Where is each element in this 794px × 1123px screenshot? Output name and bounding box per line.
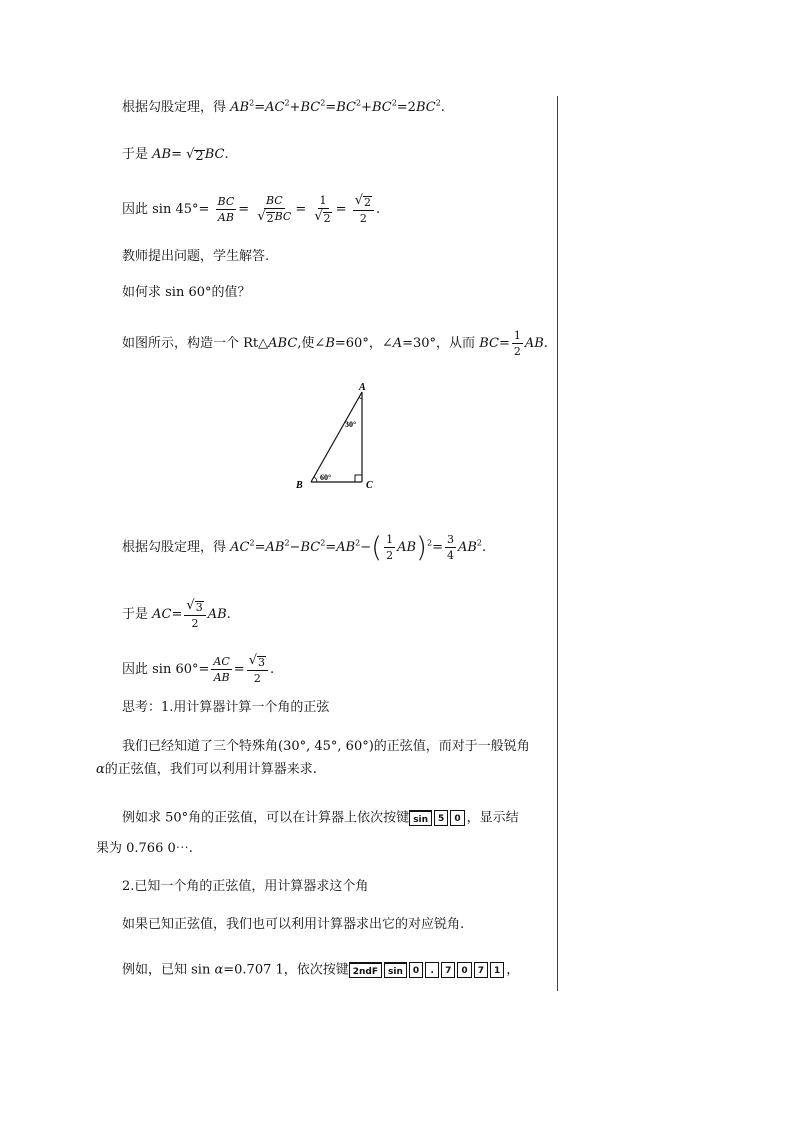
text: = — [171, 607, 183, 622]
text: AB — [152, 147, 172, 162]
text: . — [376, 202, 381, 217]
ac-equals-line — [122, 599, 231, 630]
calc-key-1: 1 — [490, 962, 504, 978]
square-root: √ 2 — [186, 147, 204, 164]
ab-equals-line — [122, 147, 229, 163]
right-paren: ) — [416, 530, 427, 564]
construct-line — [122, 329, 548, 358]
calc-key-0: 0 — [457, 962, 471, 978]
angle-b-label: 60° — [320, 473, 332, 482]
denominator: √ 2 — [314, 209, 331, 225]
paragraph: 如何求 sin 60°的值？ — [122, 285, 251, 300]
text: − — [360, 540, 372, 555]
text: BC — [300, 540, 321, 555]
numerator: 1 — [513, 329, 521, 342]
text: = — [325, 100, 337, 115]
paragraph: 我们已经知道了三个特殊角(30°, 45°, 60°)的正弦值，而对于一般锐角 — [122, 739, 530, 754]
numerator: 3 — [446, 533, 454, 546]
calc-key-0: 0 — [450, 810, 464, 826]
text: = — [238, 202, 250, 217]
text: = — [295, 202, 307, 217]
numerator: √ 3 — [184, 599, 205, 616]
denominator: AB — [213, 671, 230, 684]
example-sin50-line — [122, 810, 519, 827]
text: 根据勾股定理，得 — [122, 540, 231, 555]
text: AB — [397, 540, 417, 555]
fraction — [384, 533, 395, 562]
triangle-figure — [290, 378, 390, 493]
text: 例如，已知 sin — [122, 962, 215, 978]
text: BC — [274, 210, 292, 223]
text: = — [171, 147, 187, 162]
calc-key-sin: sin — [409, 810, 432, 826]
radicand: 2 — [195, 149, 204, 164]
text: 于是 — [122, 607, 153, 622]
text: ,使∠ — [297, 336, 326, 351]
superscript: 2 — [320, 98, 326, 108]
numerator: BC — [265, 194, 283, 207]
text: BC — [300, 100, 321, 115]
example-sinalpha-line — [122, 962, 519, 979]
text: =0.707 1，依次按键 — [223, 962, 349, 978]
text: . — [543, 336, 548, 351]
text: = — [498, 336, 510, 351]
pythagoras-line-1 — [122, 100, 445, 116]
label-a: A — [359, 382, 366, 393]
text: = — [233, 662, 245, 677]
fraction — [255, 194, 293, 225]
numerator: √ 3 — [247, 654, 268, 671]
fraction — [445, 533, 456, 562]
radicand: 3 — [257, 656, 265, 669]
text: ABC — [268, 336, 298, 351]
label-c: C — [366, 480, 373, 491]
superscript: 2 — [435, 98, 441, 108]
calc-key-7: 7 — [441, 962, 455, 978]
paragraph: 2.已知一个角的正弦值，用计算器求这个角 — [122, 879, 369, 894]
numerator: √ 2 — [353, 194, 374, 211]
text: 的正弦值，我们可以利用计算器来求. — [104, 762, 317, 777]
pythagoras-line-2 — [122, 530, 487, 564]
sin60-line — [122, 654, 274, 685]
paragraph: 果为 0.766 0⋯. — [96, 841, 193, 856]
superscript: 2 — [476, 538, 483, 548]
fraction — [247, 654, 268, 685]
superscript: 2 — [249, 538, 255, 548]
text: AB — [457, 540, 477, 555]
text: 如图所示，构造一个 Rt△ — [122, 336, 269, 351]
superscript: 2 — [284, 538, 290, 548]
text: = — [254, 100, 266, 115]
text: 根据勾股定理，得 — [122, 100, 231, 115]
denominator: √ 2 BC — [257, 209, 292, 225]
numerator: 1 — [386, 533, 394, 546]
paragraph: 如果已知正弦值，我们也可以利用计算器求出它的对应锐角. — [122, 917, 465, 932]
text: BC — [371, 100, 392, 115]
denominator: 2 — [359, 212, 367, 225]
denominator: 4 — [446, 549, 454, 562]
radicand: 2 — [266, 212, 274, 225]
radicand: 3 — [195, 601, 203, 614]
label-b: B — [296, 480, 303, 491]
angle-b-arc — [314, 477, 317, 482]
calc-key-0: 0 — [409, 962, 423, 978]
angle-a-label: 30° — [345, 420, 357, 429]
text: − — [289, 540, 301, 555]
text: ， — [506, 962, 520, 978]
fraction — [211, 655, 231, 684]
calc-key-5: 5 — [434, 810, 448, 826]
text: 因此 sin 60°= — [122, 662, 210, 677]
text: A — [392, 336, 403, 351]
text: AC — [230, 540, 250, 555]
text: =2 — [396, 100, 416, 115]
table-border-line — [557, 96, 558, 991]
fraction — [512, 329, 523, 358]
denominator: 2 — [386, 549, 394, 562]
calc-key-sin: sin — [384, 962, 407, 978]
text: BC — [479, 336, 499, 351]
text: AB — [524, 336, 544, 351]
text: 因此 sin 45°= — [122, 202, 214, 217]
text: ，显示结 — [466, 810, 519, 826]
numerator: AC — [213, 655, 230, 668]
superscript: 2 — [249, 98, 255, 108]
denominator: AB — [217, 211, 234, 224]
text: + — [361, 100, 372, 115]
paragraph: 教师提出问题，学生解答. — [122, 249, 270, 264]
text: α — [214, 962, 224, 978]
text: = — [254, 540, 266, 555]
text: =30°，从而 — [402, 336, 480, 351]
text: . — [440, 100, 445, 115]
text: = — [432, 540, 443, 555]
text: AB — [336, 540, 356, 555]
numerator: 1 — [319, 194, 327, 207]
radicand: 2 — [364, 196, 372, 209]
paragraph: 思考：1.用计算器计算一个角的正弦 — [122, 700, 330, 715]
fraction — [312, 194, 333, 225]
text: α — [96, 762, 105, 777]
text: =60°，∠ — [334, 336, 393, 351]
text: + — [289, 100, 301, 115]
numerator: BC — [217, 195, 235, 208]
superscript: 2 — [426, 538, 433, 548]
text: BC — [204, 147, 225, 162]
text: 例如求 50°角的正弦值，可以在计算器上依次按键 — [122, 810, 410, 826]
denominator: 2 — [253, 672, 261, 685]
denominator: 2 — [191, 617, 199, 630]
text: B — [325, 336, 335, 351]
calc-key-7: 7 — [474, 962, 488, 978]
superscript: 2 — [355, 538, 361, 548]
superscript: 2 — [391, 98, 397, 108]
text: AC — [152, 607, 172, 622]
calc-key-2ndf: 2ndF — [349, 962, 382, 978]
side-ab — [311, 392, 362, 482]
text: AB — [265, 540, 285, 555]
text: . — [482, 540, 487, 555]
fraction — [353, 194, 374, 225]
right-angle-mark — [355, 475, 362, 482]
text: = — [325, 540, 337, 555]
text: 于是 — [122, 147, 153, 162]
superscript: 2 — [320, 538, 326, 548]
superscript: 2 — [284, 98, 290, 108]
text: . — [226, 607, 231, 622]
text: . — [224, 147, 229, 162]
sin45-line — [122, 194, 380, 225]
text: . — [269, 662, 275, 677]
radicand: 2 — [323, 212, 331, 225]
text: AC — [265, 100, 285, 115]
fraction — [184, 599, 205, 630]
text: BC — [415, 100, 436, 115]
superscript: 2 — [355, 98, 362, 108]
fraction — [216, 195, 237, 224]
paragraph — [96, 762, 317, 778]
left-paren: ( — [371, 530, 383, 564]
text: AB — [207, 607, 227, 622]
denominator: 2 — [513, 345, 521, 358]
text: = — [335, 202, 347, 217]
calc-key-dot: . — [425, 962, 439, 978]
text: BC — [336, 100, 356, 115]
text: AB — [230, 100, 250, 115]
